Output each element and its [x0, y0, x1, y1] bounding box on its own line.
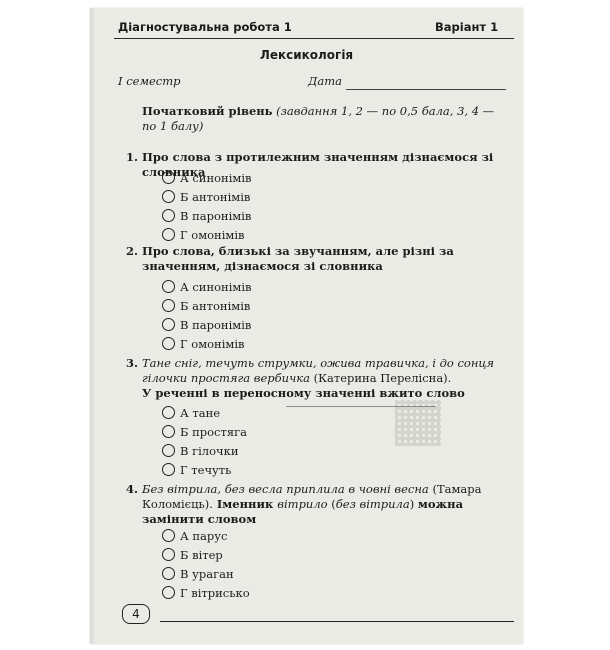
question-text: Про слова, близькі за звучанням, але різні за значенням, дізнаємося зі словника [142, 244, 454, 273]
question-2 [118, 244, 513, 274]
header-title: Діагностувальна робота 1 [118, 20, 292, 34]
semester-label: І семестр [118, 74, 181, 88]
question-text: Про слова з протилежним значенням дізнаємося зі словника [142, 150, 494, 179]
level-instructions [142, 104, 512, 134]
question-prompt: У реченні в переносному значенні вжито слово [142, 386, 465, 400]
header-divider [114, 38, 514, 39]
ruled-line [286, 406, 436, 407]
answer-circle[interactable] [162, 171, 175, 184]
answer-circle[interactable] [162, 529, 175, 542]
answer-circle[interactable] [162, 444, 175, 457]
question-number: 3. [126, 356, 139, 370]
date-label: Дата [308, 74, 342, 88]
workbook-page: Діагностувальна робота 1 Варіант 1 Лексикологія І семестр Дата Початковий рівень (завдання 1, 2 — по 0,5 бала, 3, 4 — по 1 балу) 1. Про слова з протилежним значенням дізнаємося зі словника А синонімів Б антонімів В паронімів Г омонімів 2. Про слова, близькі за звучанням, але різні за значенням, дізнаємося зі словника А синонімів Б антонімів В паронімів Г омонімів 3. Тане сніг, течуть струмки, ожива травичка, і до сонця гілочки простяга вербичка (Катерина Перелісна). У реченні в переносному значенні вжито слово А тане Б простяга В гілочки Г течуть 4. Без вітрила, без весла приплила в човні весна (Тамара Коломієць). Іменник вітрило (без вітрила) можна замінити словом А парус Б вітер В ураган Г вітрисько 4 [90, 8, 523, 644]
question-number: 4. [126, 482, 139, 496]
answer-circle[interactable] [162, 548, 175, 561]
answer-circle[interactable] [162, 463, 175, 476]
level-scoring: (завдання 1, 2 — по 0,5 бала, 3, 4 — по 1 балу) [142, 104, 495, 133]
section-title: Лексикологія [259, 48, 354, 62]
question-3 [118, 356, 513, 401]
question-quote: Тане сніг, течуть струмки, ожива травичка, і до сонця гілочки простяга вербичка [142, 356, 495, 385]
header-variant: Варіант 1 [435, 20, 499, 34]
answer-circle[interactable] [162, 586, 175, 599]
answer-circle[interactable] [162, 209, 175, 222]
answer-circle[interactable] [162, 337, 175, 350]
question-number: 2. [126, 244, 139, 258]
answer-circle[interactable] [162, 280, 175, 293]
answer-circle[interactable] [162, 299, 175, 312]
level-title: Початковий рівень [142, 104, 273, 118]
question-4: 4. Без вітрила, без весла приплила в човні весна (Тамара Коломієць). Іменник вітрило (без вітрила) можна замінити словом [126, 482, 482, 526]
answer-circle[interactable] [162, 318, 175, 331]
page-number: 4 [122, 604, 150, 624]
quote-author: (Катерина Перелісна). [309, 371, 452, 385]
answer-circle[interactable] [162, 425, 175, 438]
question-1 [118, 150, 513, 180]
bottom-rule [160, 621, 514, 622]
question-quote: Без вітрила, без весла приплила в човні весна [142, 482, 429, 496]
answer-circle[interactable] [162, 567, 175, 580]
answer-circle[interactable] [162, 406, 175, 419]
answer-circle[interactable] [162, 228, 175, 241]
date-field-line[interactable] [346, 89, 506, 90]
quote-author: (Тамара Коломієць). [142, 482, 482, 511]
question-number: 1. [126, 150, 139, 164]
answer-circle[interactable] [162, 190, 175, 203]
